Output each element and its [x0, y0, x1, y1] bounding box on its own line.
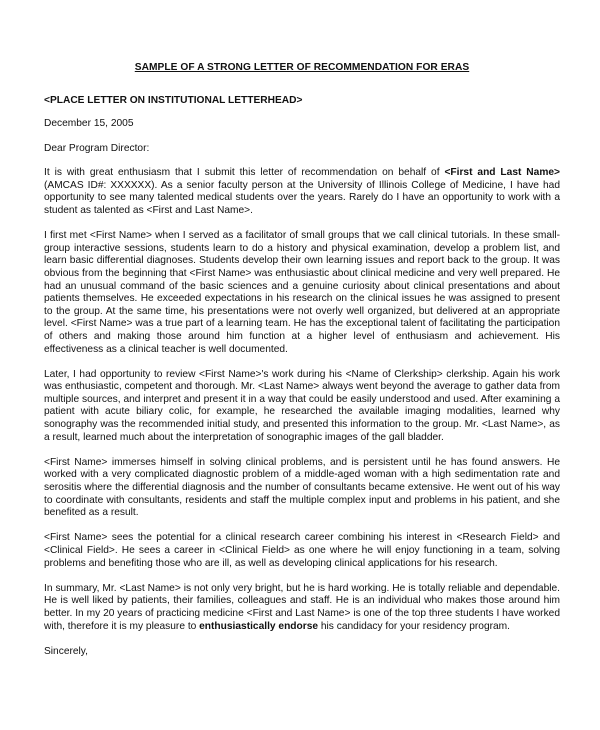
closing: Sincerely, — [44, 645, 88, 657]
paragraph-6-text-c: his candidacy for your residency program. — [318, 620, 510, 632]
paragraph-1-text-a: It is with great enthusiasm that I submit this letter of recommendation on behalf of — [44, 167, 445, 179]
paragraph-3: Later, I had opportunity to review <First Name>'s work during his <Name of Clerkship> clerkship. Again his work was enthusiastic, competent and thorough. Mr. <Last Name> always went beyond the average to gather data from multiple sources, and interpret and present it in a way that could be easily understood and used. After examining a patient with acute biliary colic, for example, he researched the available imaging modalities, learned why sonography was the recommended initial study, and presented this information to the group. Mr. <Last Name>, as a result, learned much about the interpretation of sonographic images of the gall bladder. — [44, 368, 560, 443]
letter-page — [44, 62, 560, 670]
letterhead-placeholder: <PLACE LETTER ON INSTITUTIONAL LETTERHEAD> — [44, 95, 303, 106]
paragraph-6-endorse-bold: enthusiastically endorse — [199, 620, 319, 632]
paragraph-1-text-c: (AMCAS ID#: XXXXXX). As a senior faculty person at the University of Illinois College of Medicine, I have had opportunity to see many talented medical students over the years. Rarely do I have an opportunity to work with a student as talented as <First and Last Name>. — [44, 179, 560, 216]
document-title: SAMPLE OF A STRONG LETTER OF RECOMMENDATION FOR ERAS — [134, 62, 470, 73]
paragraph-5: <First Name> sees the potential for a clinical research career combining his interest in <Research Field> and <Clinical Field>. He sees a career in <Clinical Field> as one where he will enjoy functioning in a team, solving problems and benefiting those who are ill, as well as developing clinical applications for his research. — [44, 532, 560, 569]
paragraph-4: <First Name> immerses himself in solving clinical problems, and is persistent until he has found answers. He worked with a very complicated diagnostic problem of a middle-aged woman with a high sedimentation rate and serositis where the differential diagnosis and the number of consultants became extensive. He went out of his way to coordinate with consultants, residents and staff the multiple complex input and problems in his patient, and she benefited as a result. — [44, 456, 560, 519]
paragraph-1 — [44, 167, 560, 217]
paragraph-6 — [44, 583, 560, 633]
paragraph-2: I first met <First Name> when I served as a facilitator of small groups that we call clinical tutorials. In these small-group interactive sessions, students learn to do a history and physical examination, develop a problem list, and learn basic differential diagnoses. Students develop their own learning issues and report back to the group. It was obvious from the beginning that <First Name> was enthusiastic about clinical medicine and very well prepared. He had an unusual command of the basic sciences and a genuine curiosity about clinical presentations and about patients themselves. He exceeded expectations in his research on the clinical issues he was assigned to present to the group. At the same time, his presentations were not overly well organized, but delivered at an appropriate level. <First Name> was a true part of a learning team. He has the exceptional talent of facilitating the participation of others and making those around him function at a higher level of enthusiasm and achievement. His effectiveness as a clinical teacher is well documented. — [44, 230, 560, 355]
salutation: Dear Program Director: — [44, 142, 150, 154]
paragraph-6-text-a: In summary, Mr. <Last Name> is not only very bright, but he is hard working. He is totally reliable and dependable. He is well liked by patients, their families, colleagues and staff. He is an individual who makes those around him better. In my 20 years of practicing medicine <First and Last Name> is one of the top three students I have worked with, therefore it is my pleasure to — [44, 582, 560, 632]
letter-date: December 15, 2005 — [44, 118, 134, 129]
paragraph-1-name-bold: <First and Last Name> — [444, 167, 560, 179]
